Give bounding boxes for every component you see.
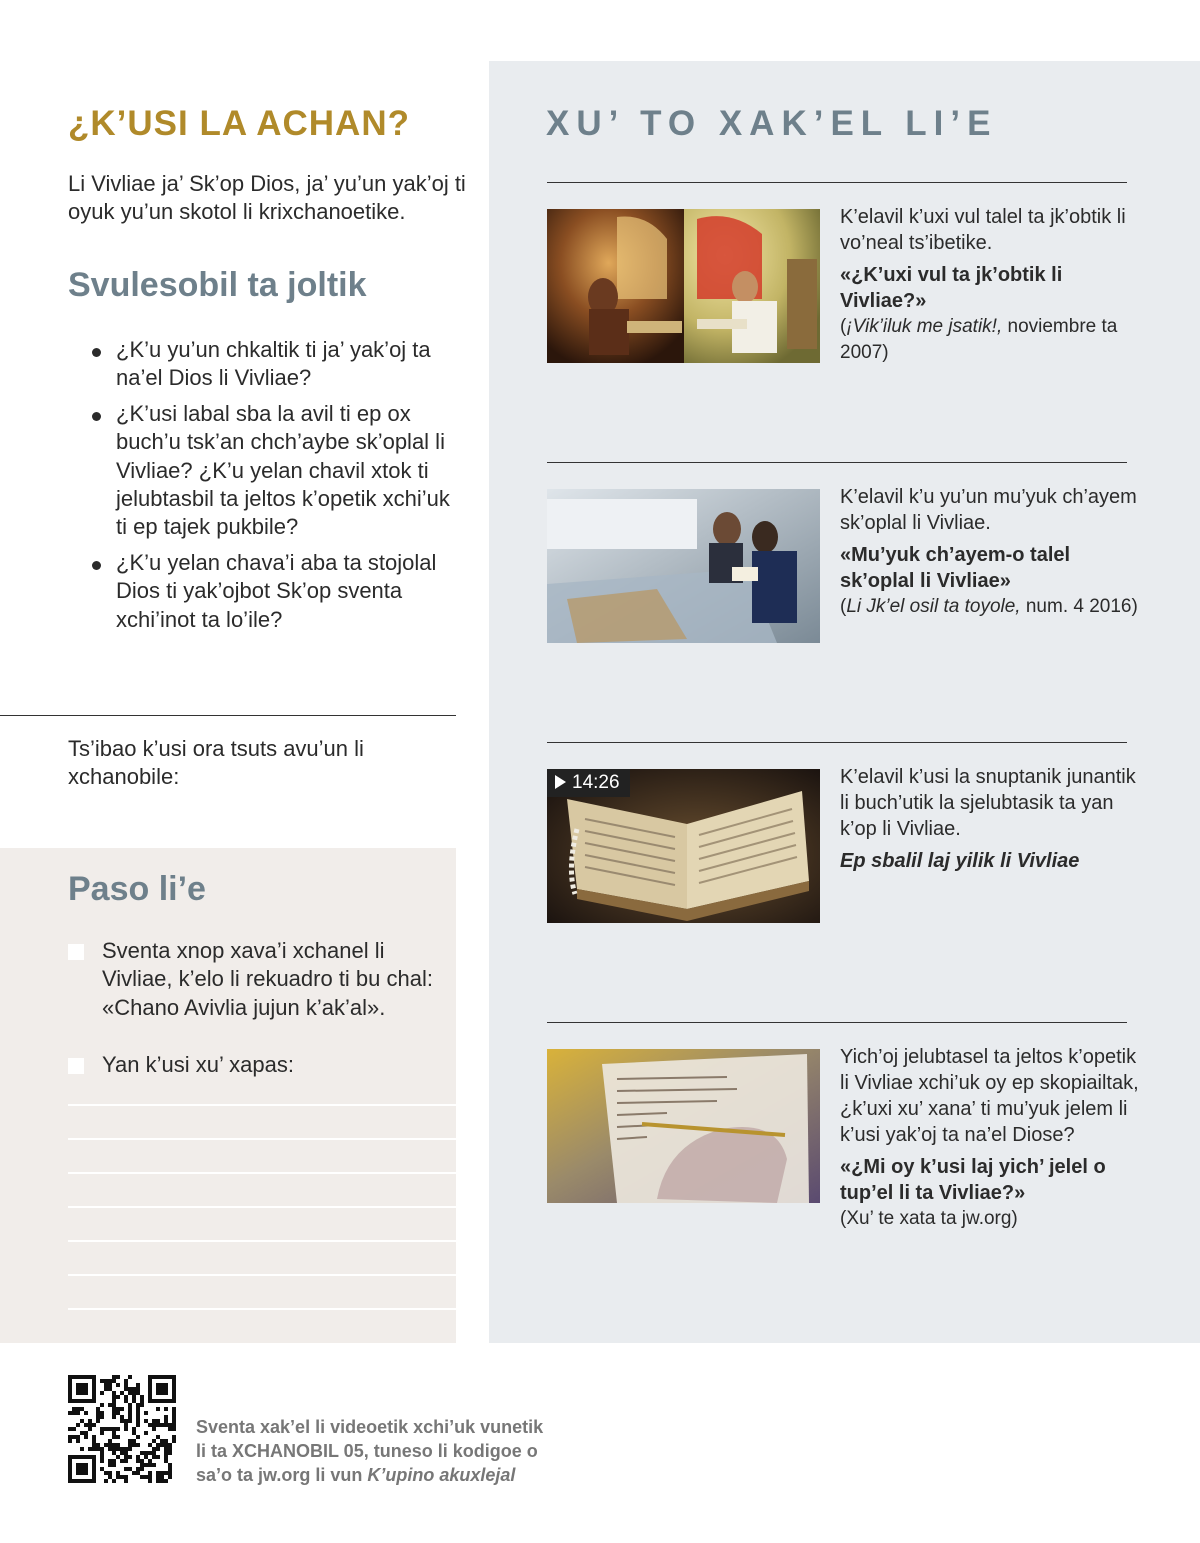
article-link[interactable]: «¿K’uxi vul ta jk’obtik li Vivliae?»	[840, 264, 1063, 312]
article-source: (Xu’ te xata ta jw.org)	[840, 1208, 1018, 1229]
article-item	[840, 204, 1140, 366]
video-link[interactable]: Ep sbalil laj yilik li Vivliae	[840, 850, 1080, 872]
play-icon	[555, 775, 566, 789]
article-description: K’elavil k’u yu’un mu’yuk ch’ayem sk’oplal li Vivliae.	[840, 486, 1137, 534]
writing-line[interactable]	[68, 1104, 456, 1106]
article-item	[840, 1044, 1140, 1232]
article-thumbnail[interactable]	[547, 489, 820, 643]
article-link[interactable]: «Mu’yuk ch’ayem-o talel sk’oplal li Vivliae»	[840, 544, 1071, 592]
review-question: ¿K’u yelan chava’i aba ta stojolal Dios ti yak’ojbot Sk’op sventa xchi’inot ta lo’ile?	[92, 549, 452, 634]
bullet-icon	[92, 348, 101, 357]
checkbox[interactable]	[68, 944, 84, 960]
divider	[547, 742, 1127, 743]
review-heading: Svulesobil ta joltik	[68, 266, 367, 304]
activity-heading: Paso li’e	[68, 870, 206, 908]
video-thumbnail[interactable]	[547, 769, 820, 923]
article-link[interactable]: «¿Mi oy k’usi laj yich’ jelel o tup’el li ta Vivliae?»	[840, 1156, 1106, 1204]
writing-line[interactable]	[68, 1206, 456, 1208]
review-questions	[92, 336, 452, 641]
bullet-icon	[92, 412, 101, 421]
summary-text: Li Vivliae ja’ Sk’op Dios, ja’ yu’un yak’oj ti oyuk yu’un skotol li krixchanoetike.	[68, 171, 466, 224]
article-thumbnail[interactable]	[547, 209, 820, 363]
video-description: K’elavil k’usi la snuptanik junantik li buch’utik la sjelubtasik ta yan k’op li Vivliae.	[840, 766, 1136, 840]
video-item	[840, 764, 1140, 874]
article-source: (Li Jk’el osil ta toyole, num. 4 2016)	[840, 596, 1138, 617]
qr-code-icon[interactable]	[68, 1375, 176, 1483]
lesson-summary-heading: ¿K’USI LA ACHAN?	[68, 104, 410, 143]
video-duration-badge: 14:26	[547, 769, 630, 797]
activity-panel	[0, 848, 456, 1343]
activity-checkbox-item[interactable]: Sventa xnop xava’i xchanel li Vivliae, k’elo li rekuadro ti bu chal: «Chano Avivlia jujun k’ak’al».	[68, 937, 438, 1022]
explore-more-heading: XU’ TO XAK’EL LI’E	[546, 104, 998, 143]
qr-instructions: Sventa xak’el li videoetik xchi’uk vunetik li ta XCHANOBIL 05, tuneso li kodigoe o sa’o ta jw.org li vun K’upino akuxlejal	[196, 1417, 544, 1485]
writing-line[interactable]	[68, 1240, 456, 1242]
writing-line[interactable]	[68, 1274, 456, 1276]
article-description: Yich’oj jelubtasel ta jeltos k’opetik li Vivliae xchi’uk oy ep skopiailtak, ¿k’uxi xu’ xana’ ti mu’yuk jelem li k’usi yak’oj ta na’el Diose?	[840, 1046, 1139, 1146]
article-item	[840, 484, 1140, 620]
divider	[547, 462, 1127, 463]
divider	[0, 715, 456, 716]
article-thumbnail[interactable]	[547, 1049, 820, 1203]
divider	[547, 182, 1127, 183]
writing-line[interactable]	[68, 1172, 456, 1174]
writing-line[interactable]	[68, 1308, 456, 1310]
divider	[547, 1022, 1127, 1023]
activity-checkbox-item[interactable]: Yan k’usi xu’ xapas:	[68, 1051, 438, 1079]
article-source: (¡Vik’iluk me jsatik!, noviembre ta 2007)	[840, 316, 1118, 363]
writing-line[interactable]	[68, 1138, 456, 1140]
review-question: ¿K’u yu’un chkaltik ti ja’ yak’oj ta na’el Dios li Vivliae?	[92, 336, 452, 393]
checkbox[interactable]	[68, 1058, 84, 1074]
bullet-icon	[92, 561, 101, 570]
article-description: K’elavil k’uxi vul talel ta jk’obtik li vo’neal ts’ibetike.	[840, 206, 1126, 254]
completion-date-prompt: Ts’ibao k’usi ora tsuts avu’un li xchanobile:	[68, 736, 364, 790]
review-question: ¿K’usi labal sba la avil ti ep ox buch’u tsk’an chch’aybe sk’oplal li Vivliae? ¿K’u yelan chavil xtok ti jelubtasbil ta jeltos k’opetik xchi’uk ti ep tajek pukbile?	[92, 400, 452, 542]
